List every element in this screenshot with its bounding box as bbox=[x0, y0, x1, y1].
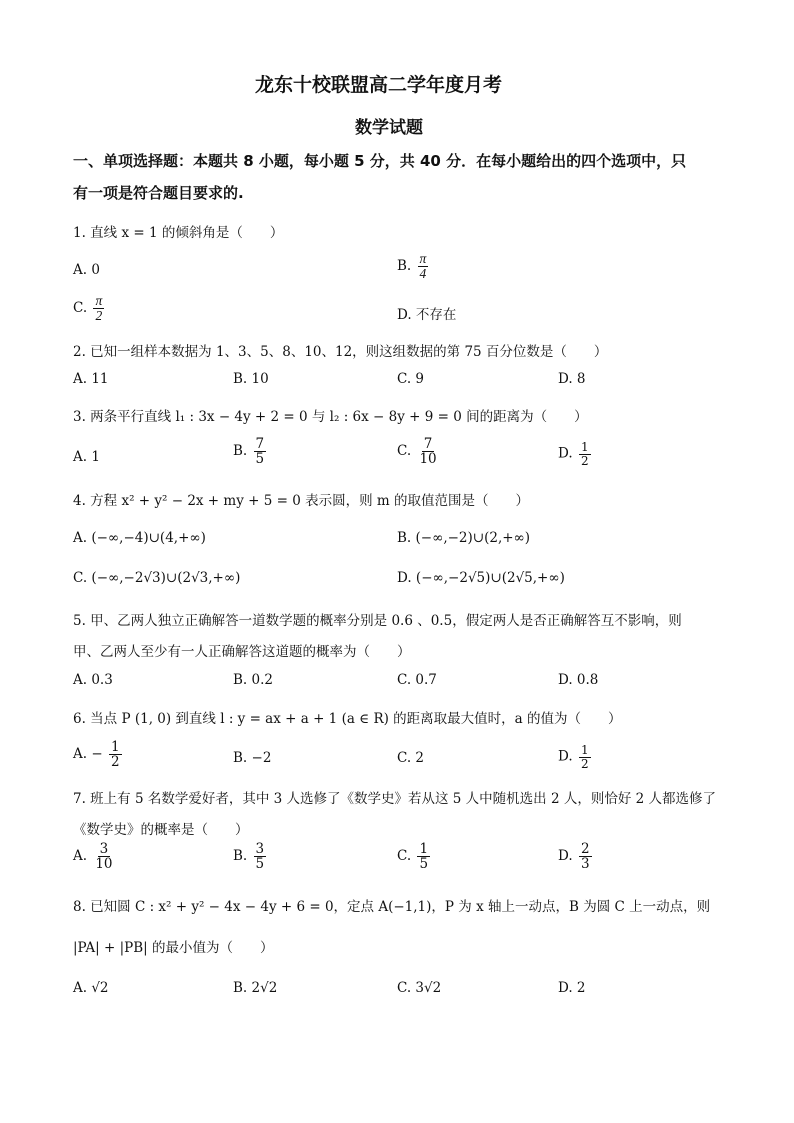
fraction bbox=[417, 437, 438, 466]
question-8-stem-line1: 8. 已知圆 C : x² + y² − 4x − 4y + 6 = 0，定点 A(−1,1)，P 为 x 轴上一动点，B 为圆 C 上一动点，则 bbox=[73, 899, 711, 915]
exam-title: 龙东十校联盟高二学年度月考 bbox=[255, 74, 503, 96]
question-1-stem: 1. 直线 x = 1 的倾斜角是（ ） bbox=[73, 225, 284, 241]
denominator: 2 bbox=[95, 308, 103, 324]
option-label: D. bbox=[558, 748, 573, 765]
fraction bbox=[254, 437, 267, 466]
question-4-option-d: D. (−∞,−2√5)∪(2√5,+∞) bbox=[397, 570, 565, 586]
numerator: 1 bbox=[110, 739, 120, 755]
numerator: 3 bbox=[99, 841, 109, 857]
question-4-option-b: B. (−∞,−2)∪(2,+∞) bbox=[397, 530, 531, 546]
option-label: C. bbox=[397, 848, 412, 865]
numerator: 2 bbox=[580, 841, 590, 857]
option-label: C. bbox=[73, 300, 88, 317]
question-6-option-b: B. −2 bbox=[233, 750, 272, 766]
question-2-stem: 2. 已知一组样本数据为 1、3、5、8、10、12，则这组数据的第 75 百分位数是（ ） bbox=[73, 344, 608, 360]
question-6-option-a bbox=[73, 740, 124, 769]
question-3-option-b bbox=[233, 437, 268, 466]
question-4-option-c: C. (−∞,−2√3)∪(2√3,+∞) bbox=[73, 570, 241, 586]
question-1-option-a: A. 0 bbox=[73, 262, 100, 278]
numerator: π bbox=[419, 251, 427, 266]
question-7-option-d bbox=[558, 842, 594, 871]
denominator: 2 bbox=[110, 754, 120, 771]
numerator: 1 bbox=[580, 440, 589, 454]
question-8-stem-line2: |PA| + |PB| 的最小值为（ ） bbox=[73, 940, 274, 956]
numerator: π bbox=[95, 293, 103, 308]
denominator: 5 bbox=[255, 451, 265, 468]
fraction bbox=[93, 842, 114, 871]
fraction bbox=[109, 740, 122, 769]
fraction bbox=[418, 252, 429, 281]
option-label: C. bbox=[397, 443, 412, 460]
question-4-option-a: A. (−∞,−4)∪(4,+∞) bbox=[73, 530, 206, 546]
denominator: 2 bbox=[580, 756, 589, 771]
question-5-stem-line2: 甲、乙两人至少有一人正确解答这道题的概率为（ ） bbox=[73, 644, 411, 660]
denominator: 3 bbox=[580, 856, 590, 873]
question-4-stem: 4. 方程 x² + y² − 2x + my + 5 = 0 表示圆，则 m 的取值范围是（ ） bbox=[73, 493, 529, 509]
question-7-stem-line2: 《数学史》的概率是（ ） bbox=[73, 822, 249, 838]
question-7-option-b bbox=[233, 842, 268, 871]
question-7-option-a bbox=[73, 842, 117, 871]
numerator: 1 bbox=[580, 743, 589, 757]
fraction bbox=[254, 842, 267, 871]
question-2-option-b: B. 10 bbox=[233, 371, 269, 387]
question-5-option-a: A. 0.3 bbox=[73, 672, 113, 688]
option-label: D. bbox=[558, 445, 573, 462]
exam-subtitle: 数学试题 bbox=[355, 118, 423, 138]
question-2-option-d: D. 8 bbox=[558, 371, 586, 387]
numerator: 1 bbox=[419, 841, 429, 857]
fraction bbox=[417, 842, 430, 871]
question-1-option-c bbox=[73, 294, 106, 323]
denominator: 10 bbox=[419, 451, 437, 468]
option-label: D. bbox=[558, 848, 573, 865]
question-1-option-d: D. 不存在 bbox=[397, 307, 457, 323]
question-2-option-c: C. 9 bbox=[397, 371, 425, 387]
question-8-option-a: A. √2 bbox=[73, 980, 109, 996]
question-6-option-c: C. 2 bbox=[397, 750, 425, 766]
question-2-option-a: A. 11 bbox=[73, 371, 109, 387]
question-5-option-d: D. 0.8 bbox=[558, 672, 599, 688]
denominator: 2 bbox=[580, 453, 589, 468]
option-label: B. bbox=[397, 258, 412, 275]
question-6-option-d bbox=[558, 744, 593, 770]
question-1-option-b bbox=[397, 252, 430, 281]
section-heading-line1: 一、单项选择题：本题共 8 小题，每小题 5 分，共 40 分．在每小题给出的四个选项中，只 bbox=[73, 152, 687, 170]
question-8-option-b: B. 2√2 bbox=[233, 980, 278, 996]
question-6-stem: 6. 当点 P (1, 0) 到直线 l : y = ax + a + 1 (a ∈ R) 的距离取最大值时，a 的值为（ ） bbox=[73, 711, 622, 727]
question-5-option-b: B. 0.2 bbox=[233, 672, 273, 688]
fraction bbox=[579, 842, 592, 871]
question-3-option-c bbox=[397, 437, 441, 466]
question-5-stem-line1: 5. 甲、乙两人独立正确解答一道数学题的概率分别是 0.6 、0.5，假定两人是否正确解答互不影响，则 bbox=[73, 613, 682, 629]
numerator: 7 bbox=[423, 436, 433, 452]
numerator: 3 bbox=[255, 841, 265, 857]
option-label: B. bbox=[233, 443, 248, 460]
numerator: 7 bbox=[255, 436, 265, 452]
option-label: B. bbox=[233, 848, 248, 865]
question-7-option-c bbox=[397, 842, 432, 871]
section-heading-line2: 有一项是符合题目要求的. bbox=[73, 184, 244, 202]
fraction bbox=[93, 294, 104, 323]
option-label: A. bbox=[73, 848, 88, 865]
question-8-option-c: C. 3√2 bbox=[397, 980, 442, 996]
question-5-option-c: C. 0.7 bbox=[397, 672, 437, 688]
question-8-option-d: D. 2 bbox=[558, 980, 586, 996]
denominator: 10 bbox=[95, 856, 113, 873]
question-3-option-d bbox=[558, 441, 593, 467]
fraction bbox=[579, 441, 591, 467]
question-3-option-a: A. 1 bbox=[73, 449, 100, 465]
fraction bbox=[579, 744, 591, 770]
option-label: A. − bbox=[73, 746, 103, 763]
denominator: 5 bbox=[419, 856, 429, 873]
question-3-stem: 3. 两条平行直线 l₁ : 3x − 4y + 2 = 0 与 l₂ : 6x − 8y + 9 = 0 间的距离为（ ） bbox=[73, 409, 588, 425]
question-7-stem-line1: 7. 班上有 5 名数学爱好者，其中 3 人选修了《数学史》若从这 5 人中随机选出 2 人，则恰好 2 人都选修了 bbox=[73, 791, 717, 807]
denominator: 5 bbox=[255, 856, 265, 873]
denominator: 4 bbox=[419, 266, 427, 282]
